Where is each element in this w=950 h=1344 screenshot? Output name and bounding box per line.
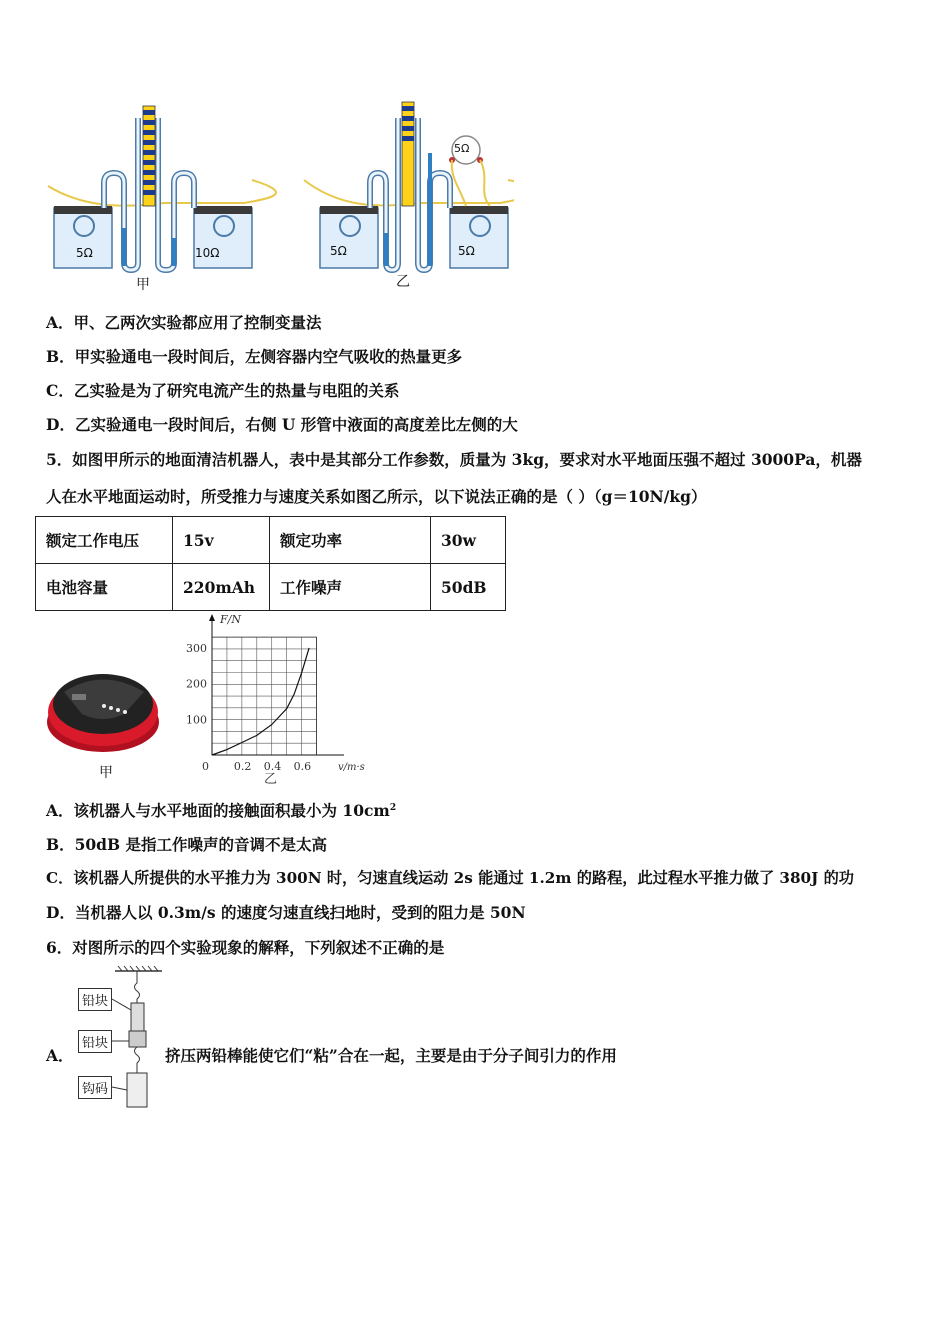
table-cell: 30w (431, 517, 506, 564)
jia-right-resistor-label: 10Ω (195, 246, 220, 260)
q4-option-b: B．甲实验通电一段时间后，左侧容器内空气吸收的热量更多 (46, 347, 463, 366)
table-cell: 电池容量 (36, 564, 173, 611)
yi-caption: 乙 (396, 274, 410, 290)
yi-right-resistor-label: 5Ω (458, 244, 475, 258)
jia-left-resistor-label: 5Ω (76, 246, 93, 260)
q5-option-d: D．当机器人以 0.3m/s 的速度匀速直线扫地时，受到的阻力是 50N (46, 903, 526, 922)
force-velocity-chart (180, 610, 380, 785)
robot-caption: 甲 (99, 765, 113, 781)
y-tick-label: 300 (186, 641, 207, 655)
y-axis-label: F/N (220, 613, 241, 626)
q5-option-a (46, 799, 396, 821)
q4-option-c: C．乙实验是为了研究电流产生的热量与电阻的关系 (46, 381, 400, 400)
q6-option-a-letter: A． (46, 1046, 74, 1065)
q5-option-a-text: A．该机器人与水平地面的接触面积最小为 10cm (46, 801, 390, 820)
robot-vacuum-image (44, 662, 162, 758)
lead-block-label-1: 铅块 (78, 988, 112, 1011)
q5-stem-line2: 人在水平地面运动时，所受推力与速度关系如图乙所示，以下说法正确的是（ ）（g＝10N/kg） (46, 487, 707, 506)
x-tick-label: 0.6 (293, 760, 312, 773)
table-cell: 50dB (431, 564, 506, 611)
yi-external-resistor-label: 5Ω (454, 142, 470, 155)
q6-option-a-text: 挤压两铅棒能使它们“粘”合在一起，主要是由于分子间引力的作用 (165, 1046, 617, 1065)
x-tick-label: 0.2 (233, 760, 252, 773)
q5-option-c: C．该机器人所提供的水平推力为 300N 时，匀速直线运动 2s 能通过 1.2m 的路程，此过程水平推力做了 380J 的功 (46, 869, 854, 887)
q5-option-b: B．50dB 是指工作噪声的音调不是太高 (46, 835, 328, 854)
table-cell: 额定工作电压 (36, 517, 173, 564)
q6-stem: 6．对图所示的四个实验现象的解释，下列叙述不正确的是 (46, 938, 445, 957)
x-tick-label: 0.4 (263, 760, 282, 773)
yi-left-resistor-label: 5Ω (330, 244, 347, 258)
y-axis-arrow (209, 614, 215, 621)
q4-option-d: D．乙实验通电一段时间后，右侧 U 形管中液面的高度差比左侧的大 (46, 415, 518, 434)
q5-option-a-superscript: 2 (389, 802, 397, 813)
series-line-fv (212, 648, 309, 755)
table-row (36, 564, 506, 611)
jia-caption: 甲 (136, 277, 150, 293)
y-tick-label: 100 (186, 713, 207, 727)
q5-stem-line1: 5．如图甲所示的地面清洁机器人，表中是其部分工作参数，质量为 3kg，要求对水平地面压强不超过 3000Pa，机器 (46, 450, 862, 469)
robot-parameter-table (35, 516, 506, 611)
hook-weight-label: 钩码 (78, 1076, 112, 1099)
table-row (36, 517, 506, 564)
table-cell: 工作噪声 (270, 564, 431, 611)
y-tick-label: 200 (186, 677, 207, 691)
table-cell: 220mAh (173, 564, 270, 611)
joule-heating-figure (44, 98, 514, 298)
x-axis-label: v/m·s (338, 762, 365, 773)
table-cell: 15v (173, 517, 270, 564)
chart-caption: 乙 (264, 772, 278, 785)
q4-option-a: A．甲、乙两次实验都应用了控制变量法 (46, 313, 322, 332)
x-tick-label: 0 (202, 760, 209, 773)
lead-block-label-2: 铅块 (78, 1030, 112, 1053)
table-cell: 额定功率 (270, 517, 431, 564)
